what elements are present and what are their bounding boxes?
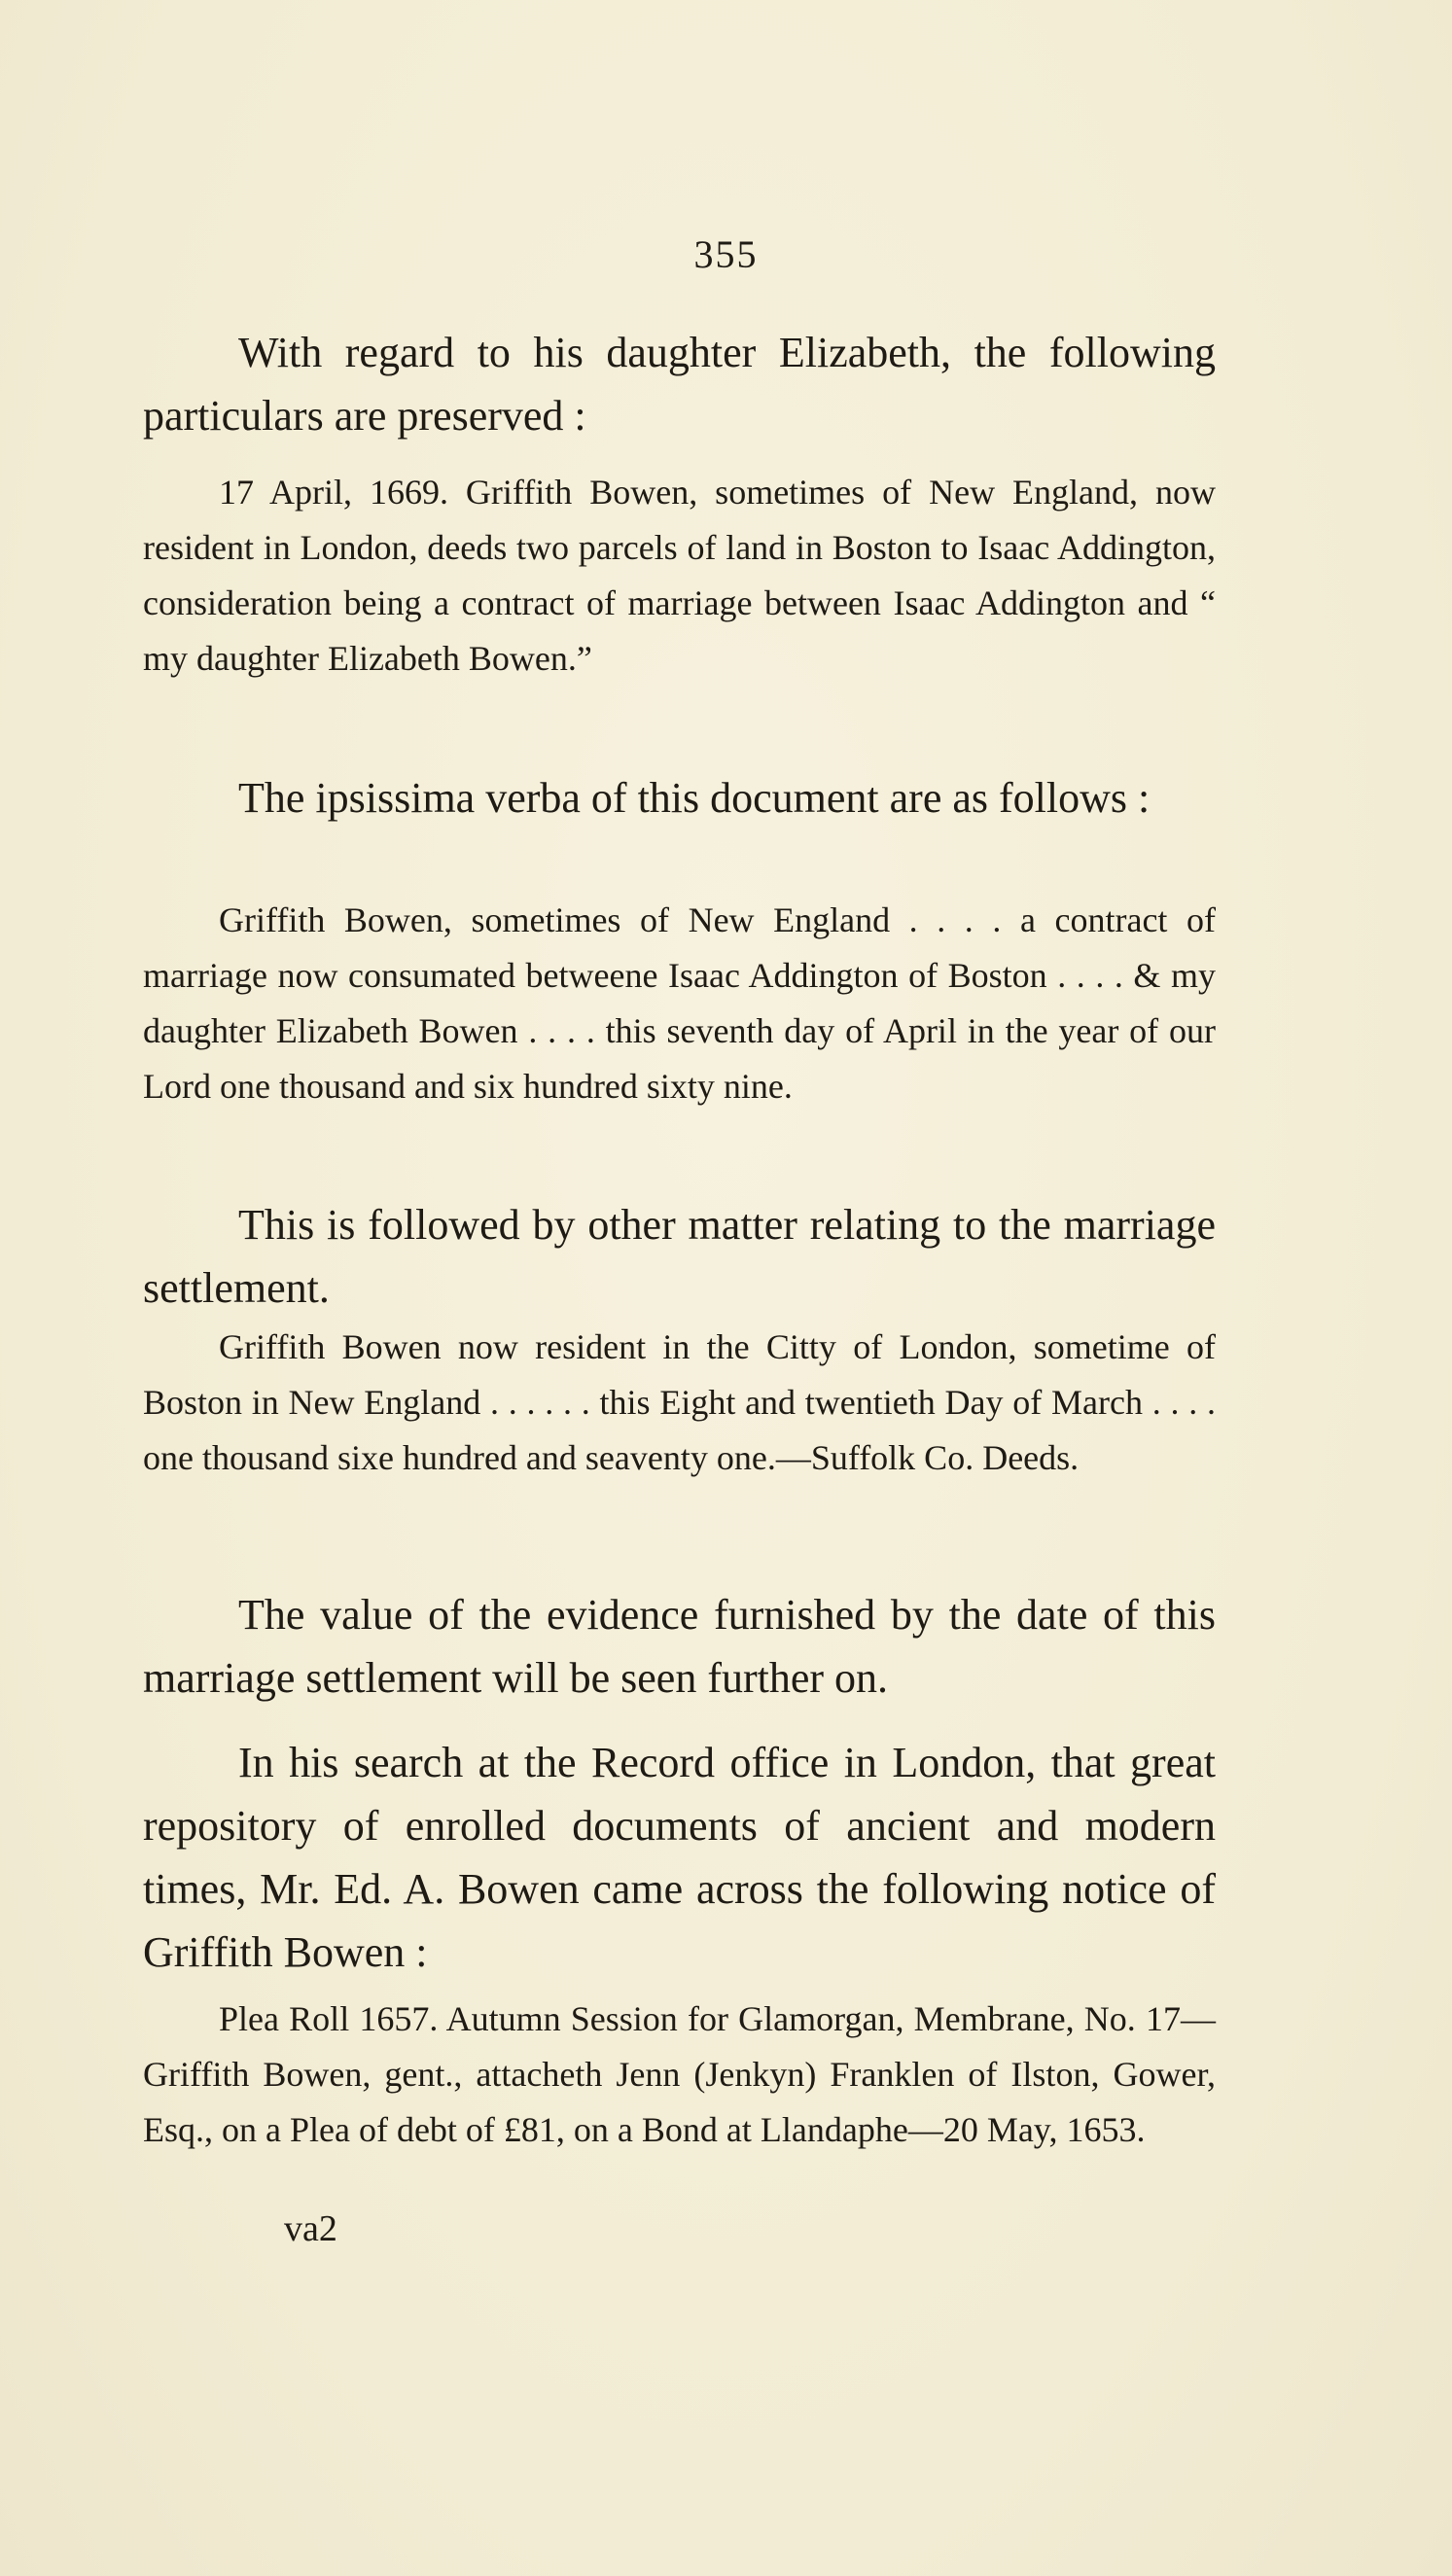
body-paragraph-2: The ipsissima verba of this document are as follows : xyxy=(238,774,1151,822)
quote-deed-summary: 17 April, 1669. Griffith Bowen, sometimes of New England, now resident in London, deeds two parcels of land in Boston to Isaac Addington, consideration being a contract of marriage between Isaac Addington and “ my daughter Elizabeth Bowen.” xyxy=(143,473,1216,678)
quote-plea-roll: Plea Roll 1657. Autumn Session for Glamorgan, Membrane, No. 17—Griffith Bowen, gent., attacheth Jenn (Jenkyn) Franklen of Ilston, Gower, Esq., on a Plea of debt of £81, on a Bond at Llandaphe—20 May, 1653. xyxy=(143,1999,1216,2149)
body-paragraph-5: In his search at the Record office in London, that great repository of enrolled documents of ancient and modern times, Mr. Ed. A. Bowen came across the following notice of Griffith Bowen : xyxy=(143,1739,1216,1976)
body-paragraph-4: The value of the evidence furnished by the date of this marriage settlement will be seen further on. xyxy=(143,1591,1216,1702)
body-paragraph-3: This is followed by other matter relating to the marriage settlement. xyxy=(143,1201,1216,1312)
body-paragraph-1: With regard to his daughter Elizabeth, the following particulars are preserved : xyxy=(143,329,1216,440)
quote-deed-text: Griffith Bowen, sometimes of New England . . . . a contract of marriage now consumated betweene Isaac Addington of Boston . . . . & my daughter Elizabeth Bowen . . . . this seventh day of April in the year of our Lord one thousand and six hundred sixty nine. xyxy=(143,900,1216,1106)
quote-suffolk-deeds: Griffith Bowen now resident in the Citty of London, sometime of Boston in New England . . . . . . this Eight and twentieth Day of March . . . . one thousand sixe hundred and seaventy one.—Suffolk Co. Deeds. xyxy=(143,1327,1216,1477)
page-number: 355 xyxy=(693,232,759,276)
printer-signature-mark: va2 xyxy=(284,2208,337,2249)
